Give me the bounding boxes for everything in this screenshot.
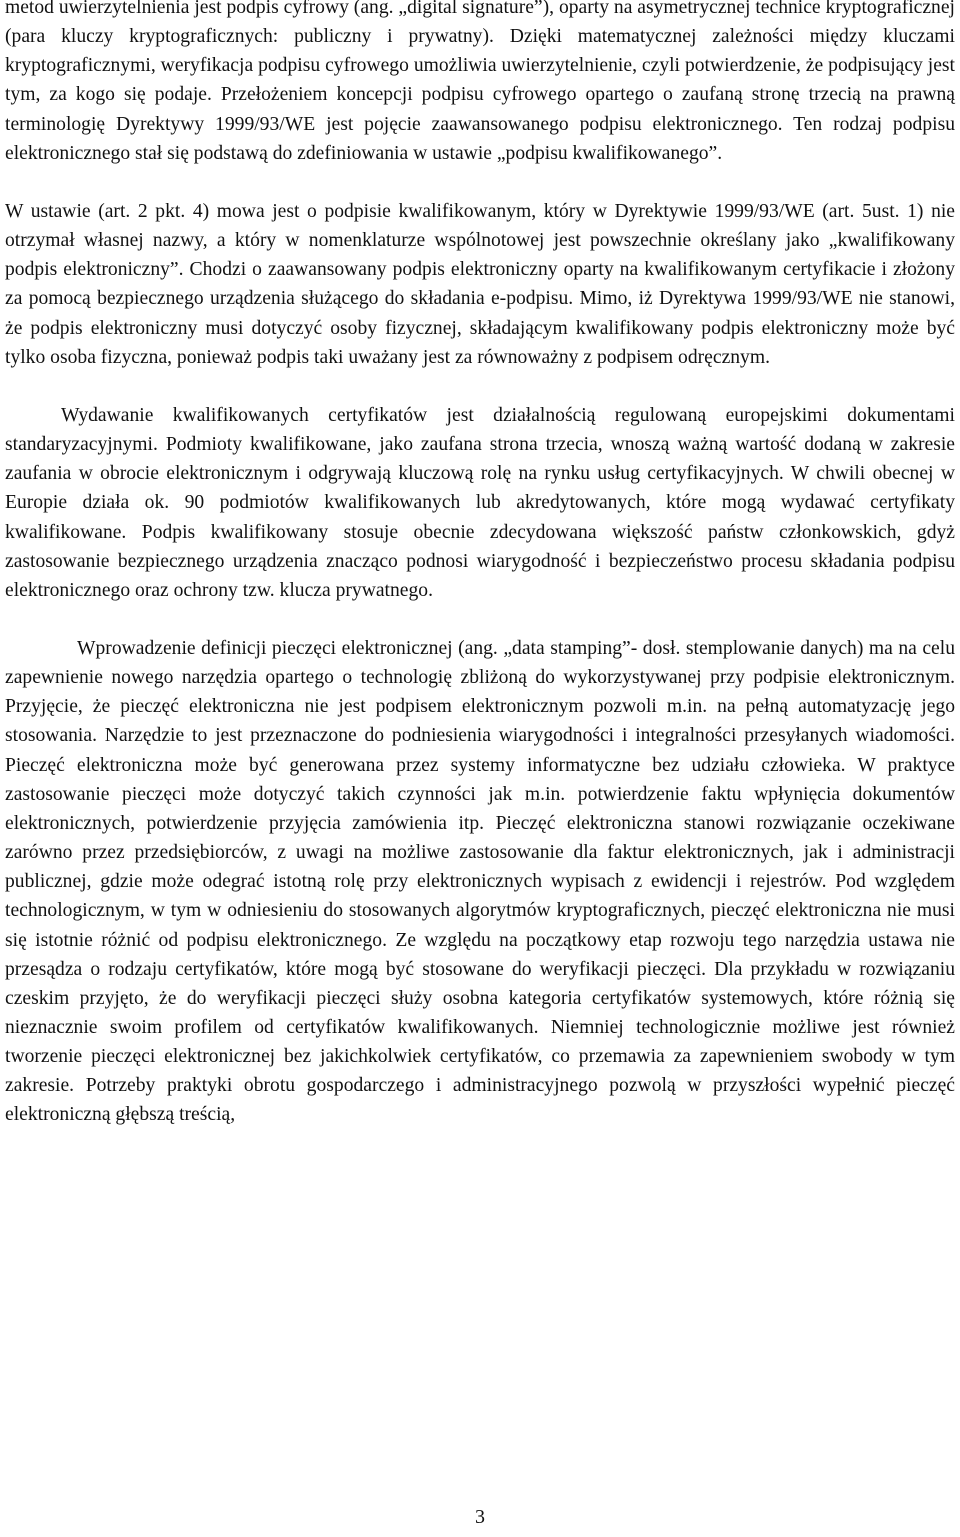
paragraph-qualified-certificates: Wydawanie kwalifikowanych certyfikatów jest działalnością regulowaną europejskimi dokumentami standaryzacyjnymi. Podmioty kwalifikowane, jako zaufana strona trzecia, wnoszą ważną wartość dodaną w zakresie zaufania w obrocie elektronicznym i odgrywają kluczową rolę na rynku usług certyfikacyjnych. W chwili obecnej w Europie działa ok. 90 podmiotów kwalifikowanych lub akredytowanych, które mogą wydawać certyfikaty kwalifikowane. Podpis kwalifikowany stosuje obecnie zdecydowana większość państw członkowskich, gdyż zastosowanie bezpiecznego urządzenia znacząco podnosi wiarygodność i bezpieczeństwo procesu składania podpisu elektronicznego oraz ochrony tzw. klucza prywatnego.: [5, 404, 955, 601]
page-number: 3: [475, 1506, 485, 1528]
paragraph-qualified-signature: W ustawie (art. 2 pkt. 4) mowa jest o podpisie kwalifikowanym, który w Dyrektywie 1999/93/WE (art. 5ust. 1) nie otrzymał własnej nazwy, a który w nomenklaturze wspólnotowej jest powszechnie określany jako „kwalifikowany podpis elektroniczny”. Chodzi o zaawansowany podpis elektroniczny oparty na kwalifikowanym certyfikacie i złożony za pomocą bezpiecznego urządzenia służącego do składania e-podpisu. Mimo, iż Dyrektywa 1999/93/WE nie stanowi, że podpis elektroniczny musi dotyczyć osoby fizycznej, składającym kwalifikowany podpis elektroniczny może być tylko osoba fizyczna, ponieważ podpis taki uważany jest za równoważny z podpisem odręcznym.: [5, 200, 955, 368]
document-page: [5, 0, 955, 1130]
paragraph-signature-methods: metod uwierzytelnienia jest podpis cyfrowy (ang. „digital signature”), oparty na asymetrycznej technice kryptograficznej (para kluczy kryptograficznych: publiczny i prywatny). Dzięki matematycznej zależności między kluczami kryptograficznymi, weryfikacja podpisu cyfrowego umożliwia uwierzytelnienie, czyli potwierdzenie, że podpisujący jest tym, za kogo się podaje. Przełożeniem koncepcji podpisu cyfrowego opartego o zaufaną stronę trzecią na prawną terminologię Dyrektywy 1999/93/WE jest pojęcie zaawansowanego podpisu elektronicznego. Ten rodzaj podpisu elektronicznego stał się podstawą do zdefiniowania w ustawie „podpisu kwalifikowanego”.: [5, 0, 955, 164]
paragraph-electronic-seal: Wprowadzenie definicji pieczęci elektronicznej (ang. „data stamping”- dosł. stemplowanie danych) ma na celu zapewnienie nowego narzędzia opartego o technologię zbliżoną do wykorzystywanej przy podpisie elektronicznym. Przyjęcie, że pieczęć elektroniczna nie jest podpisem elektronicznym pozwoli m.in. na pełną automatyzację jego stosowania. Narzędzie to jest przeznaczone do podniesienia wiarygodności i integralności przesyłanych wiadomości. Pieczęć elektroniczna może być generowana przez systemy informatyczne bez udziału człowieka. W praktyce zastosowanie pieczęci może dotyczyć takich czynności jak m.in. potwierdzenie faktu wpłynięcia dokumentów elektronicznych, potwierdzenie przyjęcia zamówienia itp. Pieczęć elektroniczna stanowi rozwiązanie oczekiwane zarówno przez przedsiębiorców, z uwagi na możliwe zastosowanie dla faktur elektronicznych, jak i administracji publicznej, gdzie może odegrać istotną rolę przy elektronicznych wypisach z ewidencji i rejestrów. Pod względem technologicznym, w tym w odniesieniu do stosowanych algorytmów kryptograficznych, pieczęć elektroniczna nie musi się istotnie różnić od podpisu elektronicznego. Ze względu na początkowy etap rozwoju tego narzędzia ustawa nie przesądza o rodzaju certyfikatów, które mogą być stosowane do weryfikacji pieczęci. Dla przykładu w rozwiązaniu czeskim przyjęto, że do weryfikacji pieczęci służy osobna kategoria certyfikatów systemowych, które różnią się nieznacznie swoim profilem od certyfikatów kwalifikowanych. Niemniej technologicznie możliwe jest również tworzenie pieczęci elektronicznej bez jakichkolwiek certyfikatów, co przemawia za zapewnieniem swobody w tym zakresie. Potrzeby praktyki obrotu gospodarczego i administracyjnego pozwolą w przyszłości wypełnić pieczęć elektroniczną głębszą treścią,: [5, 637, 955, 1126]
